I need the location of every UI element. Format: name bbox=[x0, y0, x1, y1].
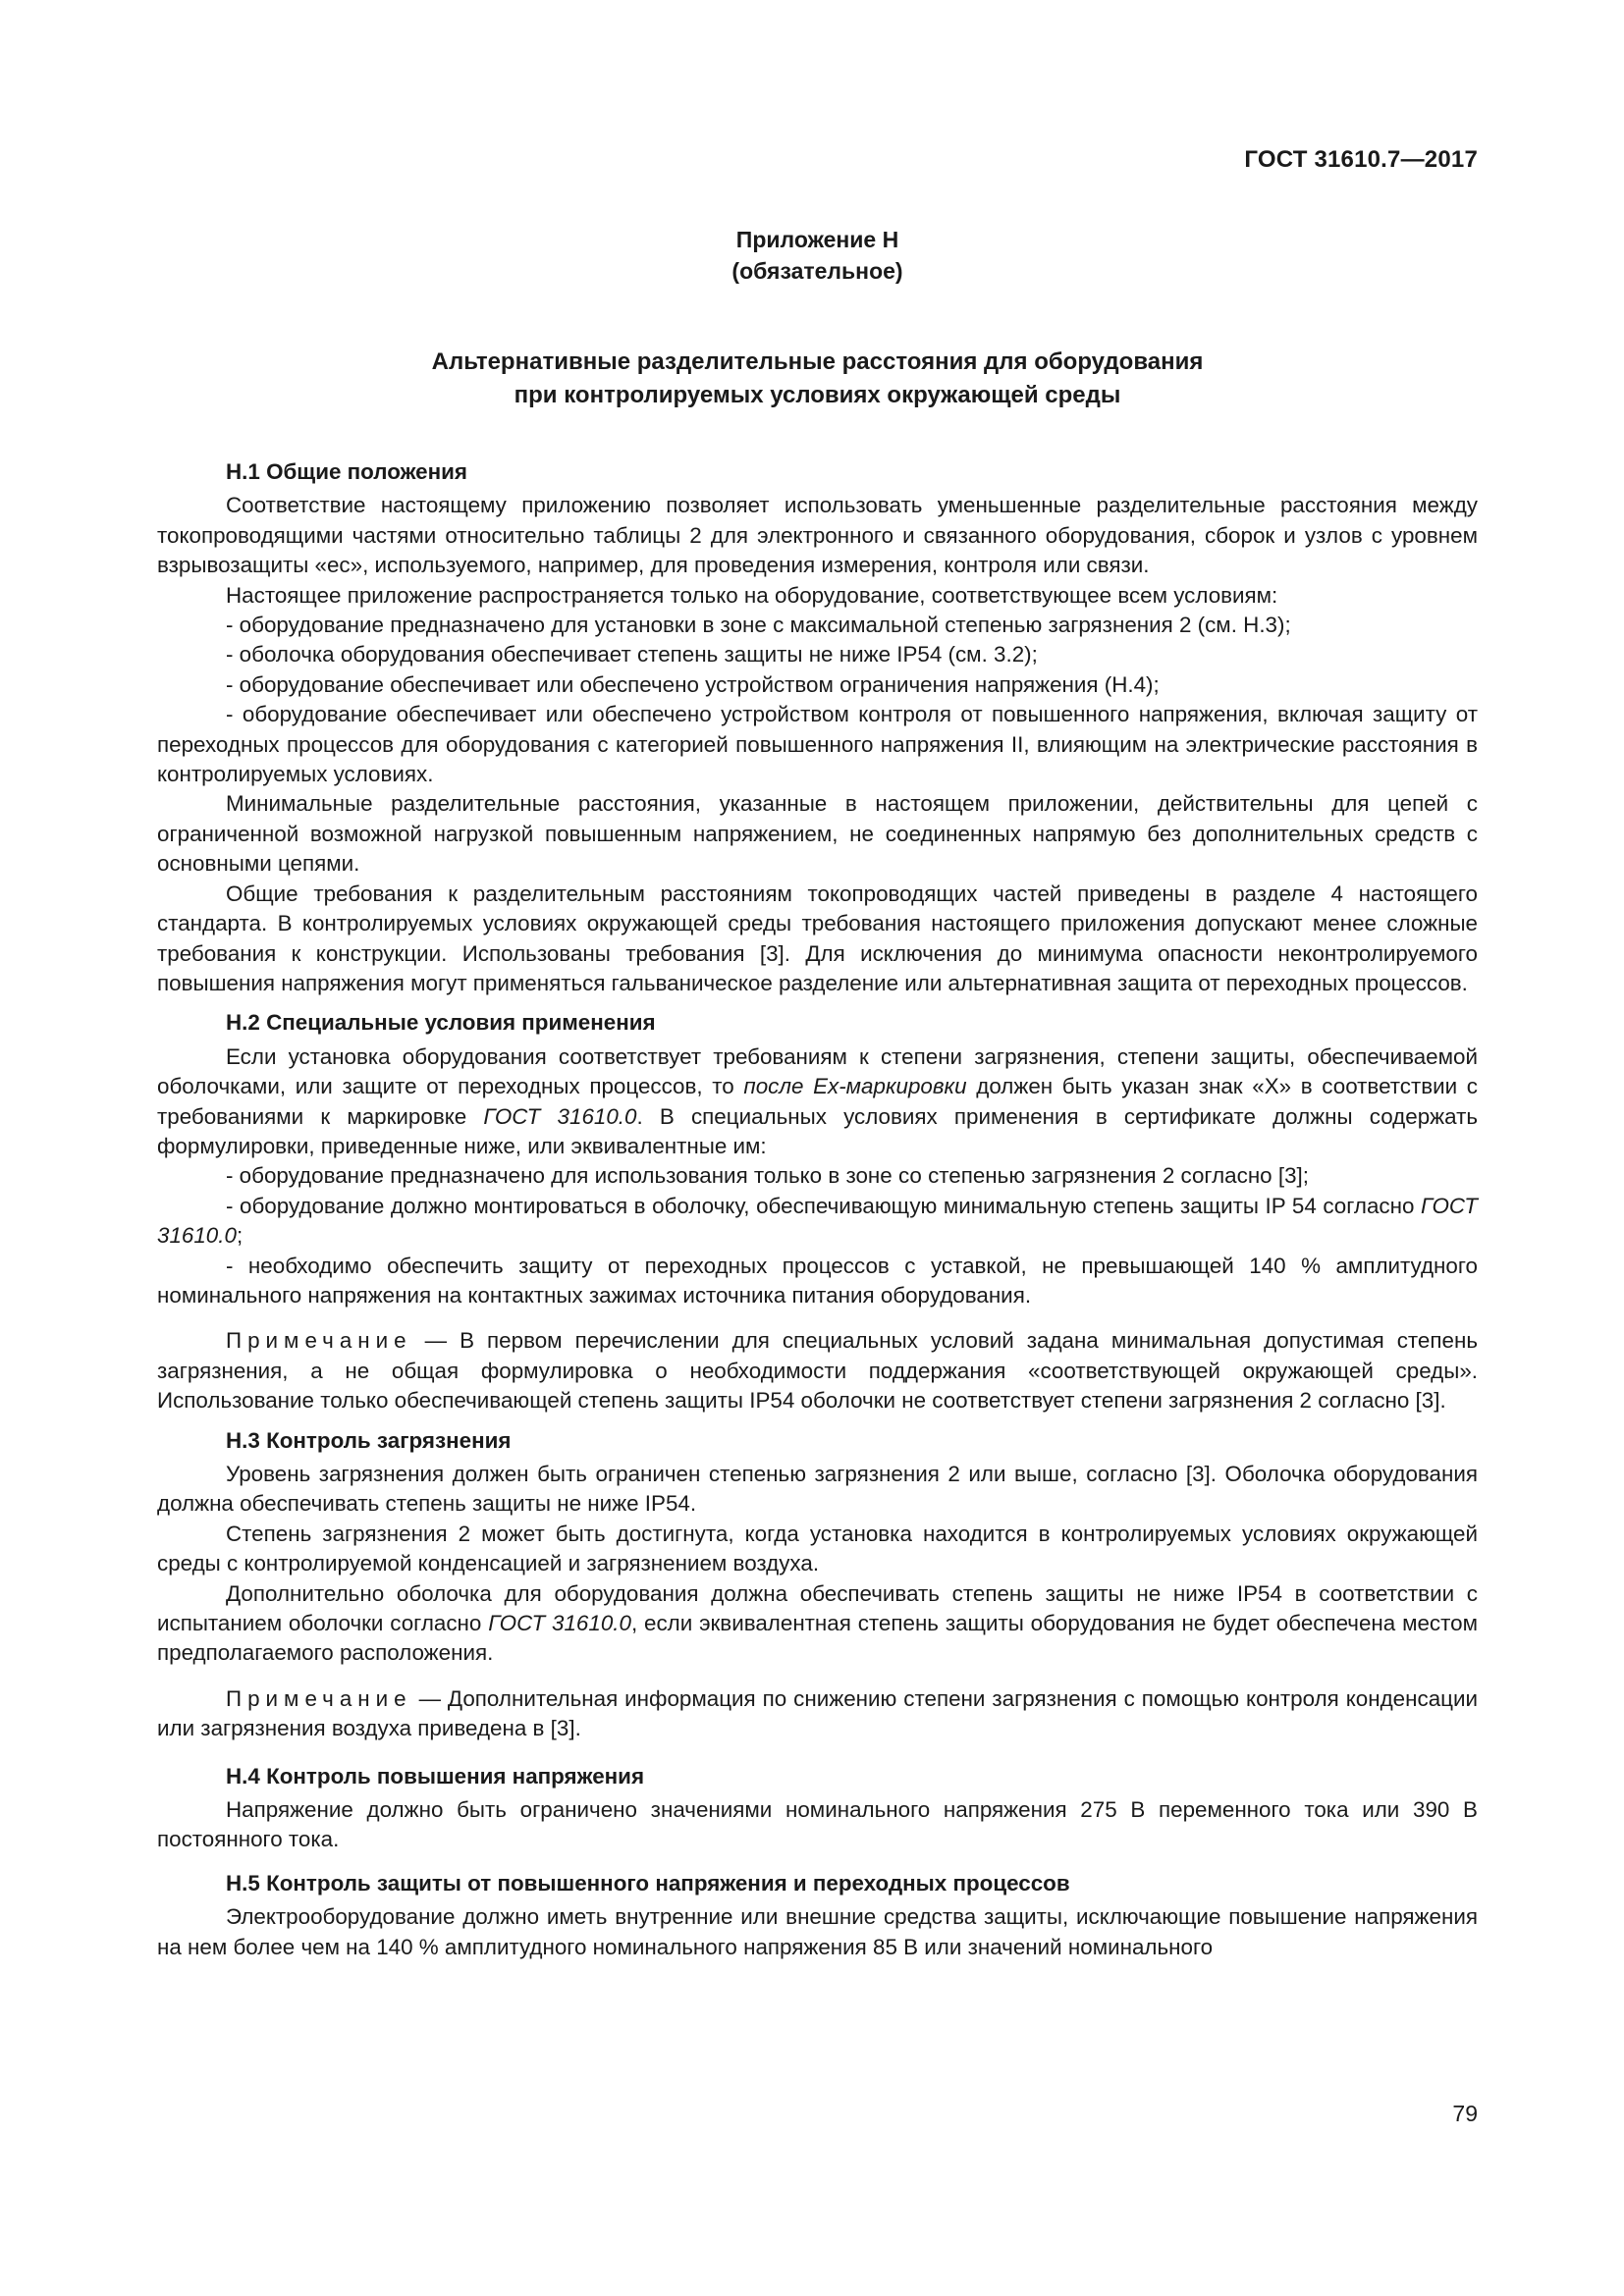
annex-status: (обязательное) bbox=[731, 258, 903, 284]
section-heading: Н.1 Общие положения bbox=[226, 459, 467, 484]
note bbox=[157, 1326, 1478, 1415]
annex-title-line-1: Альтернативные разделительные расстояния для оборудования bbox=[431, 348, 1204, 375]
text-run: . В специальных условиях применения в сертификате должны содержать формулировки, приведенные ниже, или эквивалентные им: bbox=[157, 1103, 1478, 1158]
section-h4 bbox=[157, 1762, 1478, 1855]
document-body bbox=[157, 457, 1478, 1962]
document-number: ГОСТ 31610.7—2017 bbox=[1244, 146, 1478, 173]
paragraph: Настоящее приложение распространяется только на оборудование, соответствующее всем условиям: bbox=[226, 582, 1278, 608]
document-page bbox=[157, 0, 1478, 2296]
text-run: должен быть указан знак «Х» в соответствии с требованиями к маркировке bbox=[157, 1074, 1478, 1129]
standard-reference: ГОСТ 31610.0 bbox=[157, 1193, 1478, 1249]
section-heading: Н.4 Контроль повышения напряжения bbox=[226, 1763, 645, 1789]
list-item: - оболочка оборудования обеспечивает степень защиты не ниже IP54 (см. 3.2); bbox=[226, 642, 1038, 667]
note-label: Примечание bbox=[226, 1685, 412, 1711]
section-h5 bbox=[157, 1869, 1478, 1962]
note-text: — В первом перечислении для специальных условий задана минимальная допустимая степень загрязнения, а не общая формулировка о необходимости поддержания «соответствующей окружающей среды». Использование только обеспечивающей степень защиты IP54 оболочки не соответствует степени загрязнения 2 согласно [3]. bbox=[157, 1328, 1478, 1414]
section-heading: Н.5 Контроль защиты от повышенного напряжения и переходных процессов bbox=[226, 1870, 1070, 1896]
standard-reference: ГОСТ 31610.0 bbox=[488, 1611, 631, 1636]
note bbox=[157, 1684, 1478, 1744]
section-h3 bbox=[157, 1426, 1478, 1744]
paragraph: Общие требования к разделительным расстояниям токопроводящих частей приведены в разделе 4 настоящего стандарта. В контролируемых условиях окружающей среды требования настоящего приложения допускают менее сложные требования к конструкции. Использованы требования [3]. Для исключения до минимума опасности неконтролируемого повышения напряжения могут применяться гальваническое разделение или альтернативная защита от переходных процессов. bbox=[157, 881, 1478, 995]
paragraph: Напряжение должно быть ограничено значениями номинального напряжения 275 В переменного тока или 390 В постоянного тока. bbox=[157, 1797, 1478, 1852]
paragraph: Соответствие настоящему приложению позволяет использовать уменьшенные разделительные расстояния между токопроводящими частями относительно таблицы 2 для электронного и связанного оборудования, сборок и узлов с уровнем взрывозащиты «ec», используемого, например, для проведения измерения, контроля или связи. bbox=[157, 493, 1478, 578]
paragraph bbox=[157, 1042, 1478, 1162]
paragraph bbox=[157, 1579, 1478, 1669]
standard-reference: ГОСТ 31610.0 bbox=[483, 1103, 637, 1129]
text-run: - оборудование должно монтироваться в оболочку, обеспечивающую минимальную степень защиты IP 54 согласно bbox=[226, 1193, 1422, 1218]
text-run: ; bbox=[236, 1223, 244, 1249]
text-run: Дополнительно оболочка для оборудования должна обеспечивать степень защиты не ниже IP54 в соответствии с испытанием оболочки согласно bbox=[157, 1580, 1478, 1636]
list-item: - оборудование обеспечивает или обеспечено устройством контроля от повышенного напряжения, включая защиту от переходных процессов для оборудования с категорией повышенного напряжения II, влияющим на электрические расстояния в контролируемых условиях. bbox=[157, 702, 1478, 787]
list-item: - оборудование обеспечивает или обеспечено устройством ограничения напряжения (Н.4); bbox=[226, 671, 1160, 697]
annex-label: Приложение Н bbox=[735, 227, 899, 252]
paragraph: Электрооборудование должно иметь внутренние или внешние средства защиты, исключающие повышение напряжения на нем более чем на 140 % амплитудного номинального напряжения 85 В или значений номинального bbox=[157, 1904, 1478, 1959]
section-h1 bbox=[157, 457, 1478, 998]
annex-heading bbox=[157, 224, 1478, 287]
paragraph: Уровень загрязнения должен быть ограничен степенью загрязнения 2 или выше, согласно [3]. Оболочка оборудования должна обеспечивать степень защиты не ниже IP54. bbox=[157, 1462, 1478, 1517]
section-h2 bbox=[157, 1008, 1478, 1415]
list-item: - необходимо обеспечить защиту от переходных процессов с уставкой, не превышающей 140 % амплитудного номинального напряжения на контактных зажимах источника питания оборудования. bbox=[157, 1253, 1478, 1308]
note-text: — Дополнительная информация по снижению степени загрязнения с помощью контроля конденсации или загрязнения воздуха приведена в [3]. bbox=[157, 1685, 1478, 1741]
page-number: 79 bbox=[1452, 2101, 1478, 2126]
emphasis: после Ex-маркировки bbox=[743, 1074, 967, 1099]
list-item bbox=[157, 1192, 1478, 1252]
list-item: - оборудование предназначено для установки в зоне с максимальной степенью загрязнения 2 (см. Н.3); bbox=[226, 613, 1291, 638]
text-run: Если установка оборудования соответствует требованиям к степени загрязнения, степени защиты, обеспечиваемой оболочками, или защите от переходных процессов, то bbox=[157, 1043, 1478, 1099]
note-label: Примечание bbox=[226, 1328, 412, 1354]
annex-title bbox=[157, 346, 1478, 412]
text-run: , если эквивалентная степень защиты оборудования не будет обеспечена местом предполагаемого расположения. bbox=[157, 1611, 1478, 1666]
list-item: - оборудование предназначено для использования только в зоне со степенью загрязнения 2 согласно [3]; bbox=[226, 1163, 1309, 1189]
section-heading: Н.2 Специальные условия применения bbox=[226, 1010, 656, 1036]
paragraph: Минимальные разделительные расстояния, указанные в настоящем приложении, действительны для цепей с ограниченной возможной нагрузкой повышенным напряжением, не соединенных напрямую без дополнительных средств с основными цепями. bbox=[157, 791, 1478, 877]
paragraph: Степень загрязнения 2 может быть достигнута, когда установка находится в контролируемых условиях окружающей среды с контролируемой конденсацией и загрязнением воздуха. bbox=[157, 1521, 1478, 1576]
section-heading: Н.3 Контроль загрязнения bbox=[226, 1427, 512, 1453]
annex-title-line-2: при контролируемых условиях окружающей среды bbox=[514, 382, 1121, 408]
